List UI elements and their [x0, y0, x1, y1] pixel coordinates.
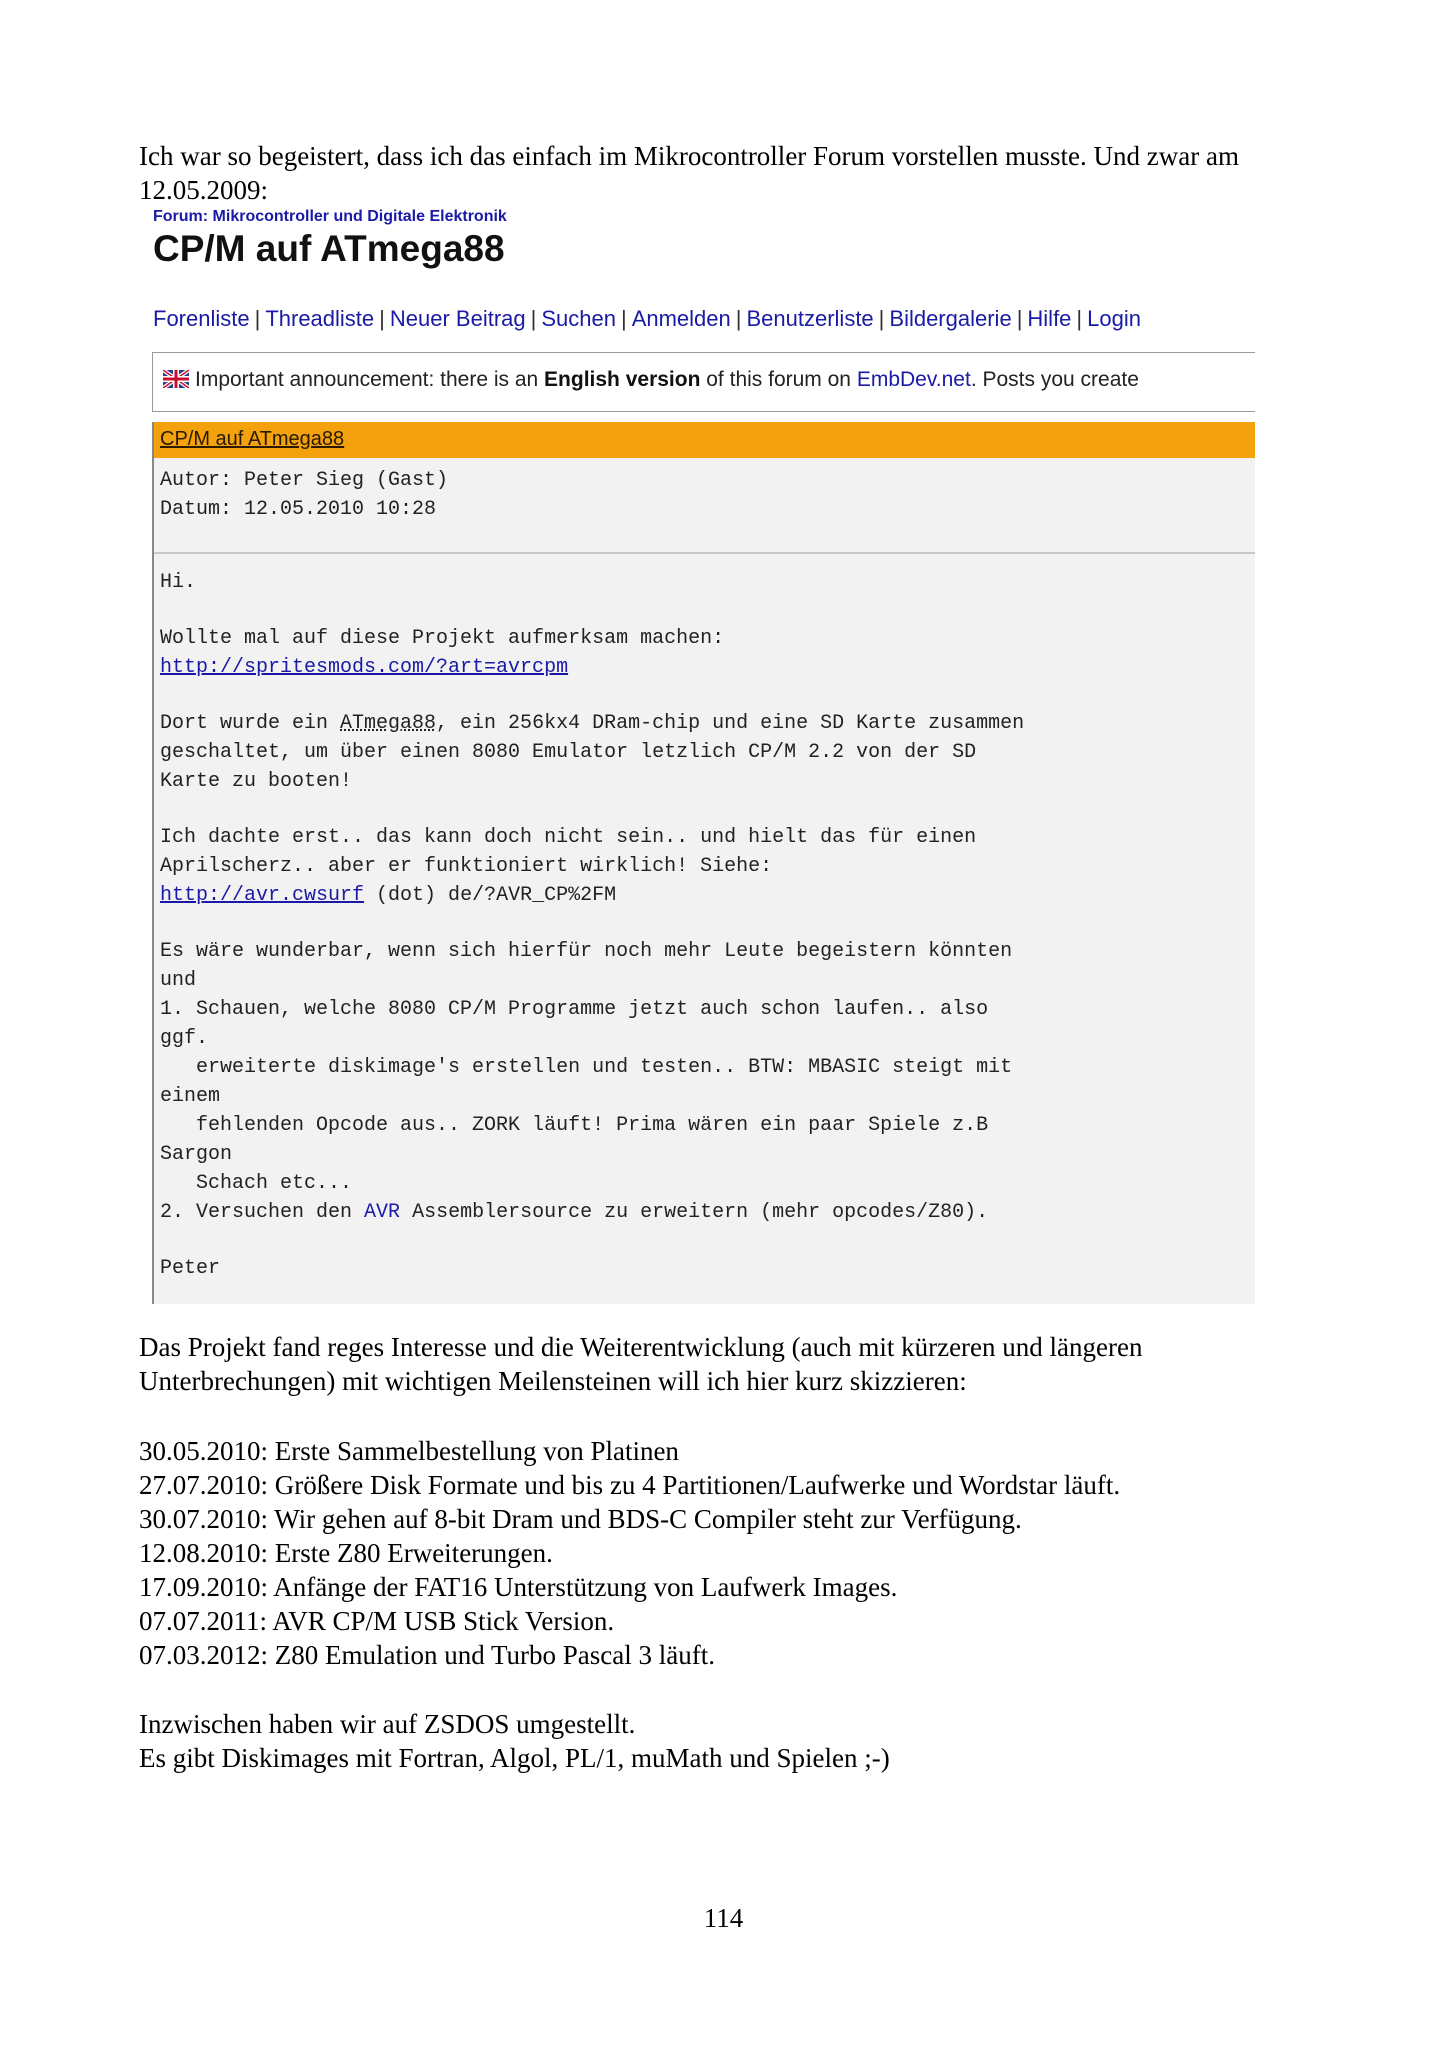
post-divider: [154, 552, 1255, 554]
atmega88-term[interactable]: ATmega88: [340, 712, 437, 735]
milestone-item: 17.09.2010: Anfänge der FAT16 Unterstützung von Laufwerk Images.: [139, 1572, 898, 1602]
spritesmods-link[interactable]: http://spritesmods.com/?art=avrcpm: [160, 656, 569, 679]
post-line: 1. Schauen, welche 8080 CP/M Programme jetzt auch schon laufen.. also: [160, 998, 989, 1021]
nav-hilfe[interactable]: Hilfe: [1027, 306, 1072, 331]
nav-suchen[interactable]: Suchen: [541, 306, 616, 331]
post-text: 2. Versuchen den: [160, 1201, 365, 1224]
post-line: Karte zu booten!: [160, 770, 353, 793]
announcement-middle: of this forum on: [700, 368, 857, 391]
milestone-item: 12.08.2010: Erste Z80 Erweiterungen.: [139, 1538, 553, 1568]
post-line: einem: [160, 1085, 221, 1108]
milestone-item: 27.07.2010: Größere Disk Formate und bis zu 4 Partitionen/Laufwerke und Wordstar läuft.: [139, 1470, 1121, 1500]
post-line: erweiterte diskimage's erstellen und testen.. BTW: MBASIC steigt mit: [160, 1056, 1013, 1079]
nav-benutzerliste[interactable]: Benutzerliste: [746, 306, 874, 331]
nav-login[interactable]: Login: [1087, 306, 1141, 331]
announcement-box: [152, 352, 1255, 412]
post-line: Hi.: [160, 571, 197, 594]
forum-thread-title: CP/M auf ATmega88: [153, 228, 505, 269]
forum-post: [152, 422, 1255, 1304]
uk-flag-icon: [163, 370, 189, 388]
post-date: Datum: 12.05.2010 10:28: [160, 498, 437, 521]
post-text: (dot) de/?AVR_CP%2FM: [364, 884, 617, 907]
milestone-item: 07.07.2011: AVR CP/M USB Stick Version.: [139, 1606, 615, 1636]
avr-term[interactable]: AVR: [364, 1201, 401, 1224]
outro-line: Inzwischen haben wir auf ZSDOS umgestellt.: [139, 1709, 636, 1739]
post-line: Es wäre wunderbar, wenn sich hierfür noch mehr Leute begeistern könnten: [160, 940, 1013, 963]
post-line: Schach etc...: [160, 1172, 353, 1195]
intro-paragraph: Ich war so begeistert, dass ich das einfach im Mikrocontroller Forum vorstellen musste. Und zwar am 12.05.2009:: [139, 141, 1239, 205]
post-subject-link[interactable]: CP/M auf ATmega88: [160, 428, 345, 450]
cwsurf-link[interactable]: http://avr.cwsurf: [160, 884, 365, 907]
post-body: [160, 568, 1250, 1283]
nav-bildergalerie[interactable]: Bildergalerie: [889, 306, 1012, 331]
post-line: Wollte mal auf diese Projekt aufmerksam machen:: [160, 627, 725, 650]
nav-forenliste[interactable]: Forenliste: [153, 306, 250, 331]
nav-threadliste[interactable]: Threadliste: [265, 306, 375, 331]
post-line: Ich dachte erst.. das kann doch nicht sein.. und hielt das für einen: [160, 826, 977, 849]
outro-line: Es gibt Diskimages mit Fortran, Algol, PL/1, muMath und Spielen ;-): [139, 1743, 890, 1773]
milestone-list: [139, 1434, 1309, 1672]
post-text: , ein 256kx4 DRam-chip und eine SD Karte zusammen: [436, 712, 1025, 735]
announcement-suffix: . Posts you create: [970, 368, 1139, 391]
milestone-item: 07.03.2012: Z80 Emulation und Turbo Pascal 3 läuft.: [139, 1640, 715, 1670]
embdev-link[interactable]: EmbDev.net: [856, 368, 971, 391]
post-text: Dort wurde ein: [160, 712, 341, 735]
post-header-bar: [154, 422, 1255, 458]
forum-category: Forum: Mikrocontroller und Digitale Elektronik: [153, 208, 507, 225]
post-signature: Peter: [160, 1257, 221, 1280]
outro-paragraph: [139, 1707, 1309, 1775]
post-author: Autor: Peter Sieg (Gast): [160, 469, 449, 492]
forum-nav-bar: Forenliste | Threadliste | Neuer Beitrag | Suchen | Anmelden | Benutzerliste | Bildergalerie | Hilfe | Login: [153, 306, 1141, 331]
post-line: ggf.: [160, 1027, 209, 1050]
post-line: Sargon: [160, 1143, 233, 1166]
page-number: 114: [703, 1903, 744, 1933]
announcement-bold: English version: [544, 368, 701, 391]
nav-anmelden[interactable]: Anmelden: [631, 306, 731, 331]
post-text: Assemblersource zu erweitern (mehr opcodes/Z80).: [400, 1201, 989, 1224]
post-line: und: [160, 969, 197, 992]
post-line: fehlenden Opcode aus.. ZORK läuft! Prima wären ein paar Spiele z.B: [160, 1114, 989, 1137]
nav-neuer-beitrag[interactable]: Neuer Beitrag: [389, 306, 526, 331]
milestone-item: 30.05.2010: Erste Sammelbestellung von Platinen: [139, 1436, 679, 1466]
forum-screenshot: [150, 206, 1255, 1304]
post-meta: [160, 466, 448, 524]
milestone-item: 30.07.2010: Wir gehen auf 8-bit Dram und BDS-C Compiler steht zur Verfügung.: [139, 1504, 1022, 1534]
post-line: geschaltet, um über einen 8080 Emulator letzlich CP/M 2.2 von der SD: [160, 741, 977, 764]
post-line: Aprilscherz.. aber er funktioniert wirklich! Siehe:: [160, 855, 773, 878]
announcement-prefix: Important announcement: there is an: [195, 368, 545, 391]
summary-paragraph: Das Projekt fand reges Interesse und die Weiterentwicklung (auch mit kürzeren und längeren Unterbrechungen) mit wichtigen Meilensteinen will ich hier kurz skizzieren:: [139, 1332, 1143, 1396]
